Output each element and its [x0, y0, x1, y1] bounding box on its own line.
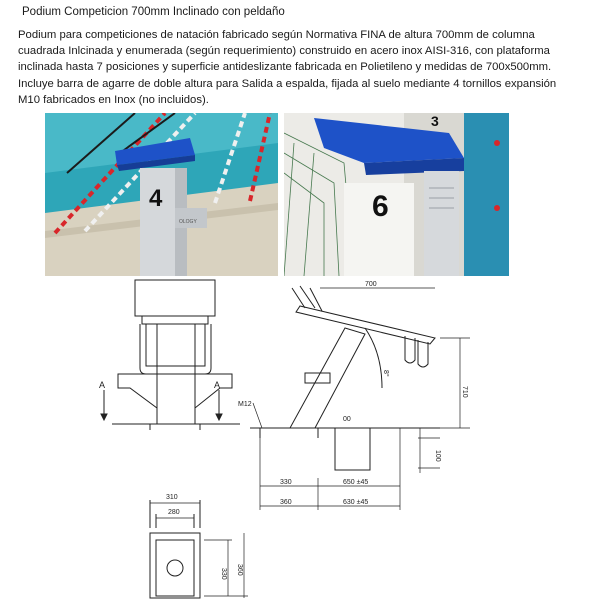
dim-step: 100 — [434, 450, 441, 462]
page-title: Podium Competicion 700mm Inclinado con peldaño — [22, 6, 285, 18]
photo-pool-starting-block — [45, 113, 278, 276]
photo-blue-starting-block — [284, 113, 509, 276]
dim-outer-width: 310 — [166, 494, 178, 501]
block-number: 6 — [372, 190, 389, 223]
brand-label: OLOGY — [179, 219, 197, 225]
dim-height: 710 — [461, 386, 468, 398]
technical-drawing — [0, 278, 600, 600]
dim-top-width: 700 — [365, 281, 377, 288]
dim-330: 330 — [280, 479, 292, 486]
bolt-label: M12 — [238, 401, 252, 408]
description-line: M10 fabricados en Inox (no incluidos). — [18, 93, 209, 106]
section-label-left: A — [99, 380, 106, 390]
description-line: Incluye barra de agarre de doble altura para Salida a espalda, fijada al suelo mediante 4 tornillos expansión — [18, 77, 557, 90]
dim-650: 650 ±45 — [343, 479, 369, 486]
dim-inner-width: 280 — [168, 509, 180, 516]
angle-label: 00 — [343, 416, 351, 423]
dim-360: 360 — [280, 499, 292, 506]
description-line: cuadrada Inlcinada y enumerada (según requerimiento) construido en acero inox AISI-316, con plataforma — [18, 45, 550, 58]
top-number: 3 — [431, 113, 439, 129]
dim-side-360: 360 — [236, 564, 243, 576]
description-line: inclinada hasta 7 posiciones y superficie antideslizante fabricada en Polietileno y medidas de 700x500mm. — [18, 61, 552, 74]
dim-side-330: 330 — [220, 568, 227, 580]
dim-630: 630 ±45 — [343, 499, 369, 506]
product-description — [18, 27, 586, 108]
block-number: 4 — [149, 185, 163, 212]
section-label-right: A — [214, 380, 221, 390]
angle-label: 8° — [382, 370, 389, 377]
description-line: Podium para competiciones de natación fabricado según Normativa FINA de altura 700mm de columna — [18, 29, 535, 41]
